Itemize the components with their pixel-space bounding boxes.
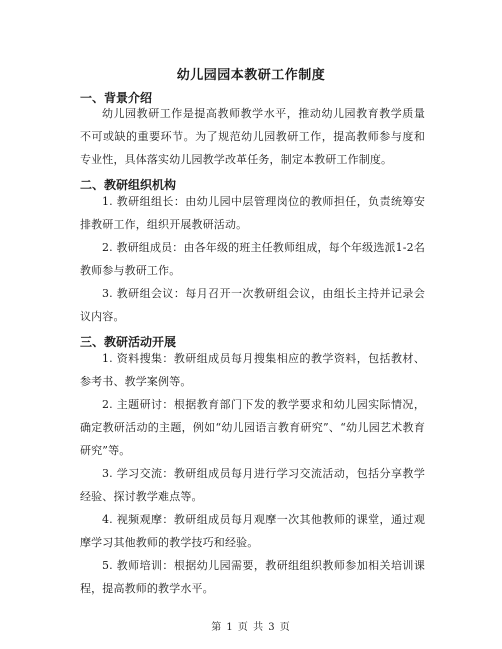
paragraph-activity-observation: 4. 视频观摩：教研组成员每月观摩一次其他教师的课堂，通过观摩学习其他教师的教学技巧和经验。 [80, 513, 425, 549]
paragraph-activity-training: 5. 教师培训：根据幼儿园需要，教研组组织教师参加相关培训课程，提高教师的教学水平。 [80, 559, 425, 595]
paragraph-org-members: 2. 教研组成员：由各年级的班主任教师组成，每个年级选派1-2名教师参与教研工作。 [80, 241, 425, 277]
paragraph-org-meeting: 3. 教研组会议：每月召开一次教研组会议，由组长主持并记录会议内容。 [80, 287, 425, 323]
paragraph-activity-materials: 1. 资料搜集：教研组成员每月搜集相应的教学资料，包括教材、参考书、教学案例等。 [80, 352, 425, 388]
document-title: 幼儿园园本教研工作制度 [176, 68, 326, 83]
section-heading-background: 一、背景介绍 [80, 91, 153, 105]
paragraph-background: 幼儿园教研工作是提高教师教学水平，推动幼儿园教育教学质量不可或缺的重要环节。为了规范幼儿园教研工作，提高教师参与度和专业性，具体落实幼儿园教学改革任务，制定本教研工作制度。 [80, 107, 425, 166]
paragraph-org-leader: 1. 教研组组长：由幼儿园中层管理岗位的教师担任，负责统筹安排教研工作，组织开展教研活动。 [80, 195, 425, 231]
paragraph-activity-exchange: 3. 学习交流：教研组成员每月进行学习交流活动，包括分享教学经验、探讨教学难点等。 [80, 467, 425, 503]
section-heading-organization: 二、教研组织机构 [80, 178, 177, 192]
section-heading-activities: 三、教研活动开展 [80, 335, 177, 349]
paragraph-activity-topics: 2. 主题研讨：根据教育部门下发的教学要求和幼儿园实际情况，确定教研活动的主题，例如“幼儿园语言教育研究”、“幼儿园艺术教育研究”等。 [80, 398, 425, 457]
page-footer: 第 1 页 共 3 页 [211, 622, 291, 633]
